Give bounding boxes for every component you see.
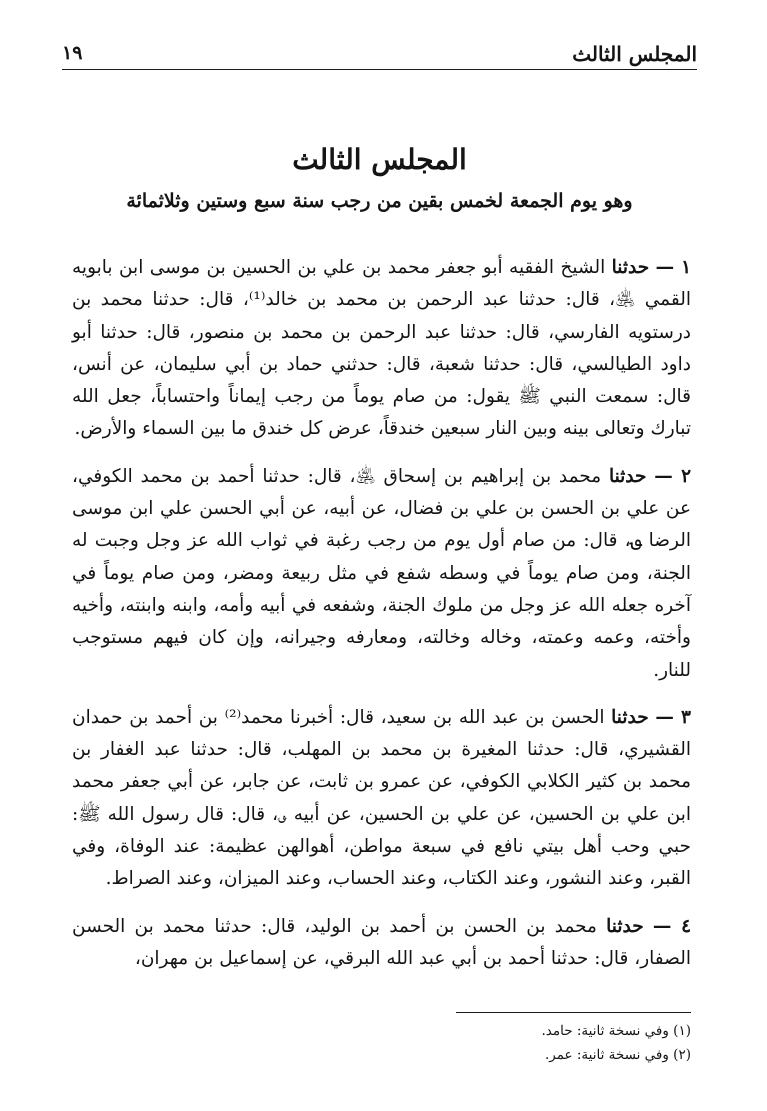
hadith-lead-word: حدثنا [608,465,647,487]
page-number: ١٩ [62,42,83,64]
header-divider [62,69,697,70]
hadith-lead-word: حدثنا [611,706,649,728]
body-text [72,252,691,990]
footnote-divider [456,1012,691,1013]
footnotes [291,1019,691,1067]
footnote-2: (٢) وفي نسخة ثانية: عمر. [544,1047,691,1063]
chapter-subtitle: وهو يوم الجمعة لخمس بقين من رجب سنة سبع وستين وثلاثمائة [126,190,633,212]
hadith-text: الشيخ الفقيه أبو جعفر محمد بن علي بن الحسين بن موسى ابن بابويه القمي ﵁، قال: حدثنا عبد الرحمن بن محمد بن خالد⁽¹⁾، قال: حدثنا محمد بن درستويه الفارسي، قال: حدثنا عبد الرحمن بن محمد بن منصور، قال: حدثنا أبو داود الطيالسي، قال: حدثنا شعبة، قال: حدثني حماد بن أبي سليمان، عن أنس، قال: سمعت النبي ﷺ يقول: من صام يوماً من رجب إيماناً واحتساباً، جعل الله تبارك وتعالى بينه وبين النار سبعين خندقاً، عرض كل خندق ما بين السماء والأرض. [72,257,691,440]
hadith-paragraph-3 [72,702,691,896]
footnote-1: (١) وفي نسخة ثانية: حامد. [541,1023,691,1039]
hadith-number: ٣ — [655,706,691,728]
hadith-text: محمد بن إبراهيم بن إسحاق ﵁، قال: حدثنا أحمد بن محمد الكوفي، عن علي بن الحسن بن علي بن فضال، عن أبيه، عن أبي الحسن علي ابن موسى الرضا ؈، قال: من صام أول يوم من رجب رغبة في ثواب الله عز وجل وجبت له الجنة، ومن صام يوماً في وسطه شفع في مثل ربيعة ومضر، ومن صام يوماً في آخره جعله الله عز وجل من ملوك الجنة، وشفعه في أبيه وأمه، وابنه وابنته، وأخيه وأخته، وعمه وعمته، وخاله وخالته، ومعارفه وجيرانه، وإن كان فيهم مستوجب للنار. [72,465,691,681]
hadith-paragraph-4 [72,911,691,976]
hadith-lead-word: حدثنا [611,257,650,278]
hadith-number: ٤ — [652,915,691,937]
hadith-number: ٢ — [654,465,691,487]
chapter-title: المجلس الثالث [292,143,467,176]
hadith-number: ١ — [655,257,691,278]
hadith-text: الحسن بن عبد الله بن سعيد، قال: أخبرنا محمد⁽²⁾ بن أحمد بن حمدان القشيري، قال: حدثنا المغيرة بن محمد بن المهلب، قال: حدثنا عبد الغفار بن محمد بن كثير الكلابي الكوفي، عن عمرو بن ثابت، عن جابر، عن أبي جعفر محمد ابن علي بن الحسين، عن علي بن الحسين، عن أبيه ؈، قال: قال رسول الله ﷺ: حبي وحب أهل بيتي نافع في سبعة مواطن، أهوالهن عظيمة: عند الوفاة، وفي القبر، وعند النشور، وعند الكتاب، وعند الحساب، وعند الميزان، وعند الصراط. [72,706,691,890]
hadith-paragraph-2 [72,461,691,687]
running-title: المجلس الثالث [572,42,697,66]
hadith-text: محمد بن الحسن بن أحمد بن الوليد، قال: حدثنا محمد بن الحسن الصفار، قال: حدثنا أحمد بن أبي عبد الله البرقي، عن إسماعيل بن مهران، [72,915,691,969]
hadith-paragraph-1 [72,252,691,446]
hadith-lead-word: حدثنا [606,915,644,937]
page-header [62,34,697,68]
